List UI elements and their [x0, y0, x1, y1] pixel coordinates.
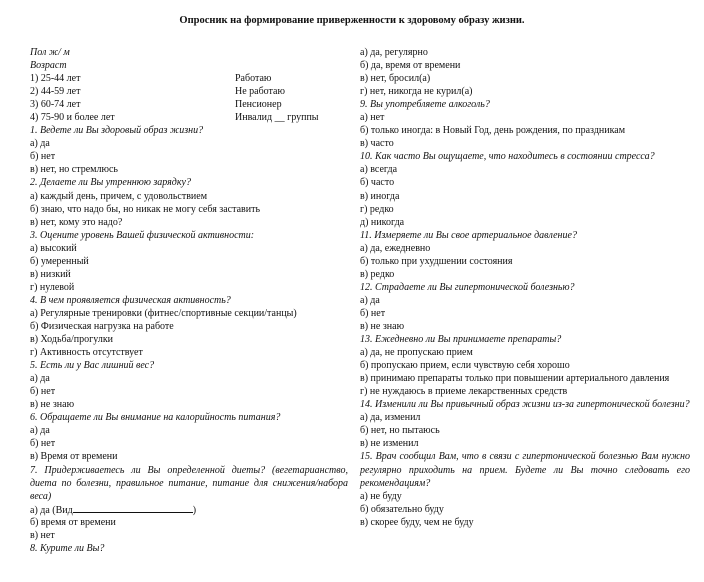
answer-option[interactable]: в) Время от времени	[30, 451, 118, 463]
answer-option[interactable]: г) Активность отсутствует	[30, 347, 143, 359]
answer-option[interactable]: а) да	[30, 425, 50, 437]
page-title: Опросник на формирование приверженности к здоровому образу жизни.	[179, 15, 525, 26]
answer-option[interactable]: б) пропускаю прием, если чувствую себя хорошо	[360, 360, 570, 372]
answer-option[interactable]: в) не знаю	[360, 320, 405, 332]
answer-option[interactable]: а) да, регулярно	[360, 47, 428, 58]
answer-option[interactable]: в) нет, бросил(а)	[360, 73, 431, 85]
answer-option[interactable]: в) низкий	[30, 268, 71, 280]
answer-option[interactable]: а) да, изменил	[360, 412, 421, 424]
answer-option[interactable]: г) нулевой	[30, 281, 75, 293]
age-row	[30, 72, 348, 85]
answer-option[interactable]: в) принимаю препараты только при повышении артериального давления	[360, 373, 670, 385]
question-9: 9. Вы употребляете алкоголь?	[360, 99, 490, 111]
answer-option[interactable]: г) нет, никогда не курил(а)	[360, 86, 473, 98]
question-8: 8. Курите ли Вы?	[30, 542, 105, 554]
question-14: 14. Изменили ли Вы привычный образ жизни из-за гипертонической болезни?	[360, 399, 690, 411]
age-option[interactable]: 1) 25-44 лет	[30, 73, 81, 85]
question-7: 7. Придерживаетесь ли Вы определенной диеты? (вегетарианство, диета по болезни, правильное питание, питание для снижения/набора веса)	[30, 464, 348, 502]
answer-option[interactable]: б) Физическая нагрузка на работе	[30, 320, 174, 332]
age-row	[30, 111, 348, 124]
age-row	[30, 85, 348, 98]
answer-option[interactable]: а) не буду	[360, 490, 402, 502]
question-12: 12. Страдаете ли Вы гипертонической болезнью?	[360, 281, 575, 293]
answer-option[interactable]: а) Регулярные тренировки (фитнес/спортивные секции/танцы)	[30, 307, 297, 319]
answer-option[interactable]: б) да, время от времени	[360, 60, 461, 72]
answer-option[interactable]: в) редко	[360, 268, 395, 280]
answer-option-diet-type[interactable]	[30, 503, 348, 516]
question-4: 4. В чем проявляется физическая активность?	[30, 294, 231, 306]
answer-option[interactable]: в) Ходьба/прогулки	[30, 334, 114, 346]
answer-option[interactable]: б) нет, но пытаюсь	[360, 425, 440, 437]
answer-option[interactable]: б) нет	[30, 438, 56, 450]
answer-option[interactable]: б) часто	[360, 177, 395, 189]
answer-option[interactable]: г) редко	[360, 203, 394, 215]
question-5: 5. Есть ли у Вас лишний вес?	[30, 360, 155, 372]
answer-option[interactable]: а) всегда	[360, 164, 398, 176]
question-11: 11. Измеряете ли Вы свое артериальное давление?	[360, 229, 577, 241]
status-option[interactable]: Работаю	[235, 73, 272, 85]
question-1: 1. Ведете ли Вы здоровый образ жизни?	[30, 125, 204, 137]
answer-option[interactable]: в) скорее буду, чем не буду	[360, 516, 474, 528]
answer-option[interactable]: в) не знаю	[30, 399, 75, 411]
question-3: 3. Оцените уровень Вашей физической активности:	[30, 229, 255, 241]
answer-option-label: а) да (Вид	[30, 504, 73, 516]
answer-option[interactable]: в) нет, но стремлюсь	[30, 164, 118, 176]
answer-option[interactable]: а) высокий	[30, 242, 77, 254]
answer-option[interactable]: г) не нуждаюсь в приеме лекарственных средств	[360, 386, 568, 398]
diet-type-blank[interactable]	[73, 503, 193, 513]
answer-option[interactable]: а) да, не пропускаю прием	[360, 347, 473, 359]
age-label: Возраст	[30, 60, 67, 72]
answer-option[interactable]: б) только при ухудшении состояния	[360, 255, 513, 267]
answer-option[interactable]: а) да, ежедневно	[360, 242, 431, 254]
status-option[interactable]: Не работаю	[235, 86, 285, 98]
answer-option[interactable]: в) иногда	[360, 190, 400, 202]
question-2: 2. Делаете ли Вы утреннюю зарядку?	[30, 177, 191, 189]
answer-option[interactable]: б) знаю, что надо бы, но никак не могу себя заставить	[30, 203, 261, 215]
age-option[interactable]: 3) 60-74 лет	[30, 99, 81, 111]
answer-option[interactable]: б) время от времени	[30, 516, 116, 528]
age-option[interactable]: 2) 44-59 лет	[30, 86, 81, 98]
question-13: 13. Ежедневно ли Вы принимаете препараты?	[360, 334, 562, 346]
left-column	[30, 46, 348, 555]
age-row	[30, 98, 348, 111]
answer-option[interactable]: б) обязательно буду	[360, 503, 444, 515]
answer-option[interactable]: в) не изменил	[360, 438, 419, 450]
answer-option[interactable]: в) часто	[360, 138, 394, 150]
question-6: 6. Обращаете ли Вы внимание на калорийность питания?	[30, 412, 281, 424]
answer-option[interactable]: д) никогда	[360, 216, 405, 228]
answer-option[interactable]: б) только иногда: в Новый Год, день рождения, по праздникам	[360, 125, 626, 137]
status-option[interactable]: Пенсионер	[235, 99, 282, 111]
answer-option[interactable]: а) да	[30, 373, 50, 385]
answer-option-label-end: )	[192, 504, 197, 516]
answer-option[interactable]: а) каждый день, причем, с удовольствием	[30, 190, 208, 202]
answer-option[interactable]: а) да	[30, 138, 50, 150]
answer-option[interactable]: б) нет	[360, 307, 386, 319]
status-option[interactable]: Инвалид __ группы	[235, 112, 319, 124]
question-10: 10. Как часто Вы ощущаете, что находитесь в состоянии стресса?	[360, 151, 655, 163]
answer-option[interactable]: в) нет, кому это надо?	[30, 216, 123, 228]
answer-option[interactable]: а) нет	[360, 112, 385, 124]
answer-option[interactable]: б) нет	[30, 151, 56, 163]
answer-option[interactable]: а) да	[360, 294, 380, 306]
age-option[interactable]: 4) 75-90 и более лет	[30, 112, 115, 124]
answer-option[interactable]: б) нет	[30, 386, 56, 398]
gender-field[interactable]: Пол ж/ м	[30, 47, 70, 58]
answer-option[interactable]: в) нет	[30, 529, 55, 541]
right-column	[360, 46, 690, 529]
question-15: 15. Врач сообщил Вам, что в связи с гипертонической болезнью Вам нужно регулярно приходить на прием. Будете ли Вы точно следовать его рекомендациям?	[360, 451, 690, 489]
answer-option[interactable]: б) умеренный	[30, 255, 89, 267]
